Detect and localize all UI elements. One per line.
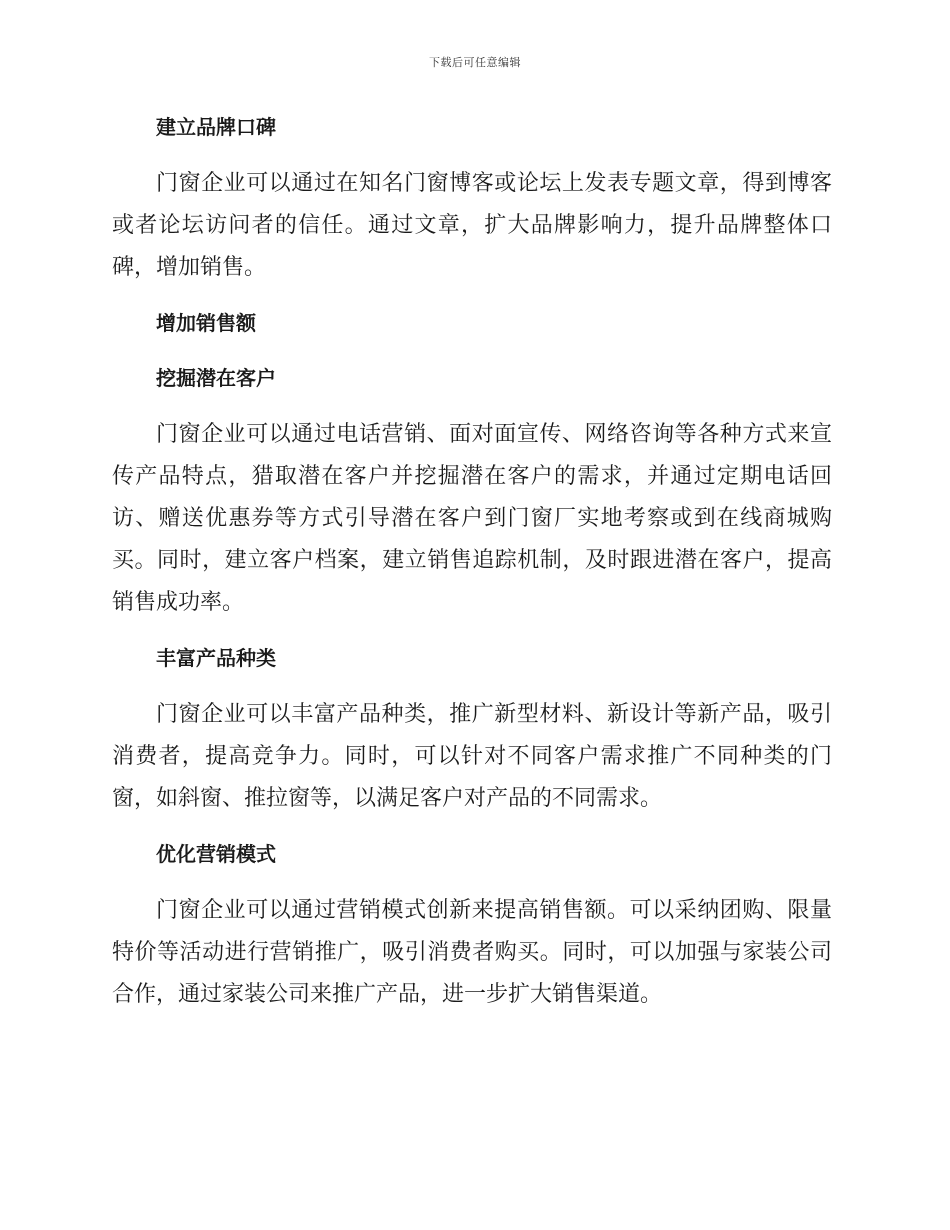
spacer xyxy=(112,342,832,359)
spacer xyxy=(112,873,832,890)
spacer xyxy=(112,677,832,694)
spacer xyxy=(112,624,832,639)
section-paragraph-product-variety: 门窗企业可以丰富产品种类，推广新型材料、新设计等新产品，吸引消费者，提高竞争力。同时，可以针对不同客户需求推广不同种类的门窗，如斜窗、推拉窗等，以满足客户对产品的不同需求。 xyxy=(112,702,832,811)
section-heading-increase-sales: 增加销售额 xyxy=(156,311,256,335)
section-paragraph-marketing-model: 门窗企业可以通过营销模式创新来提高销售额。可以采纳团购、限量特价等活动进行营销推广，吸引消费者购买。同时，可以加强与家装公司合作，通过家装公司来推广产品，进一步扩大销售渠道。 xyxy=(112,898,832,1007)
document-body xyxy=(112,108,832,1016)
section-heading-marketing-model: 优化营销模式 xyxy=(156,842,276,866)
page-header: 下载后可任意编辑 xyxy=(429,56,521,69)
section-heading-brand-reputation: 建立品牌口碑 xyxy=(156,115,276,139)
section-paragraph-brand-reputation: 门窗企业可以通过在知名门窗博客或论坛上发表专题文章，得到博客或者论坛访问者的信任。通过文章，扩大品牌影响力，提升品牌整体口碑，增加销售。 xyxy=(112,171,832,280)
spacer xyxy=(112,146,832,163)
spacer xyxy=(112,397,832,414)
section-heading-potential-customers: 挖掘潜在客户 xyxy=(156,366,276,390)
section-paragraph-potential-customers: 门窗企业可以通过电话营销、面对面宣传、网络咨询等各种方式来宣传产品特点，猎取潜在客户并挖掘潜在客户的需求，并通过定期电话回访、赠送优惠券等方式引导潜在客户到门窗厂实地考察或到在线商城购买。同时，建立客户档案，建立销售追踪机制，及时跟进潜在客户，提高销售成功率。 xyxy=(112,422,832,615)
spacer xyxy=(112,820,832,835)
section-heading-product-variety: 丰富产品种类 xyxy=(156,646,276,670)
spacer xyxy=(112,289,832,304)
